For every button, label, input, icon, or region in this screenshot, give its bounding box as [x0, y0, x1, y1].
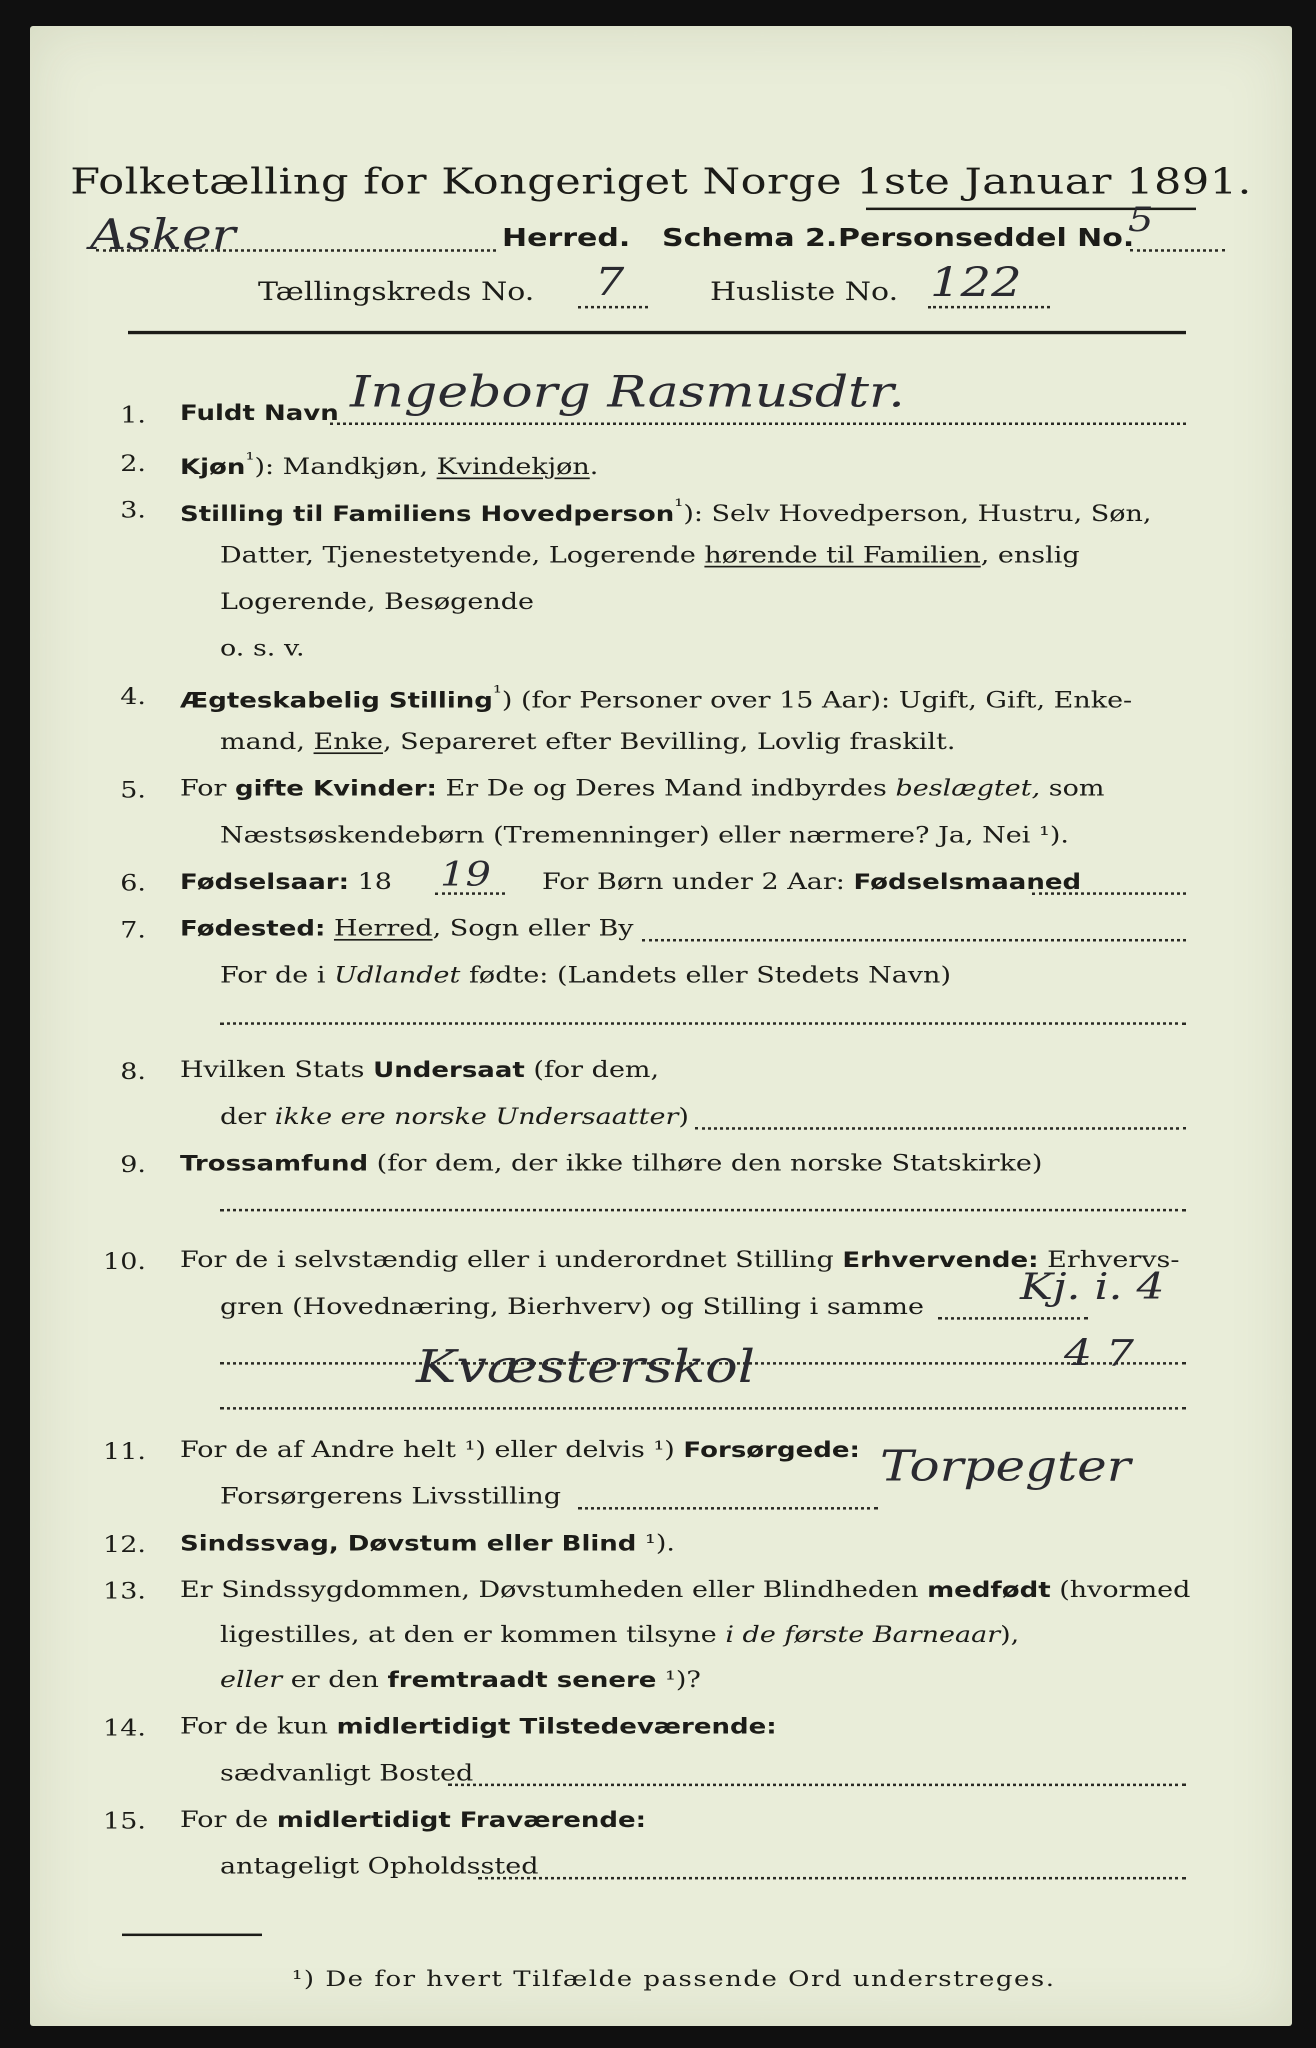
item-3-line-1: [180, 495, 1152, 527]
item-7-line-2: [220, 962, 951, 989]
provider-handwriting: Torpegter: [880, 1442, 1131, 1491]
item-10-b: Erhvervende:: [842, 1248, 1039, 1274]
item-15-number: 15.: [103, 1808, 146, 1835]
item-14-line-2: sædvanligt Bosted: [220, 1760, 474, 1787]
item-8-a: Hvilken Stats: [180, 1057, 374, 1084]
item-12-number: 12.: [103, 1532, 146, 1558]
item-6-line: [180, 868, 392, 895]
item-7-line-1: [180, 915, 634, 942]
herred-handwriting: Asker: [90, 210, 236, 260]
husliste-no: 122: [930, 259, 1022, 306]
item-10-c: Erhvervs-: [1038, 1247, 1180, 1274]
personseddel-dots: [1130, 249, 1225, 251]
item-10-number: 10.: [103, 1248, 146, 1275]
item-7-dots: [642, 939, 1186, 941]
item-13-l3b: fremtraadt senere: [387, 1667, 657, 1693]
footnote: ¹) De for hvert Tilfælde passende Ord understreges.: [292, 1966, 1056, 1992]
item-3-label: Stilling til Familiens Hovedperson: [180, 501, 675, 527]
item-5-line-1: [180, 775, 1105, 802]
item-4-sup: ¹: [492, 682, 502, 705]
item-8-l2it: ikke ere norske Undersaatter: [274, 1103, 679, 1130]
item-6-line-b: [542, 868, 1082, 895]
item-11-number: 11.: [103, 1438, 146, 1465]
item-6-prefix: 18: [349, 868, 392, 895]
item-3-sup: ¹: [674, 495, 684, 518]
item-1-label: Fuldt Navn: [180, 400, 339, 426]
item-4-line-2: [220, 731, 955, 753]
item-11-a: For de af Andre helt ¹) eller delvis ¹): [180, 1437, 684, 1463]
item-6-number: 6.: [120, 870, 146, 897]
item-13-l3c: ¹)?: [656, 1667, 701, 1693]
item-9-dots: [220, 1209, 1186, 1211]
taellingskreds-dots: [578, 306, 648, 308]
item-9-label: Trossamfund: [180, 1151, 369, 1177]
item-2-text: [180, 451, 598, 478]
item-1-dots: [330, 423, 1186, 425]
item-7-l2it: Udlandet: [334, 962, 461, 989]
item-10-line-2: gren (Hovednæring, Bierhverv) og Stilling i samme: [220, 1293, 925, 1320]
item-12-label: Sindssvag, Døvstum eller Blind: [180, 1531, 637, 1557]
item-15-line-1: For de midlertidigt Fraværende:: [180, 1806, 647, 1833]
item-10-dots-3: [220, 1407, 1186, 1409]
item-2-underlined: Kvindekjøn: [436, 454, 590, 480]
item-9-number: 9.: [120, 1152, 146, 1179]
form-title: Folketælling for Kongeriget Norge 1ste Januar 1891.: [70, 160, 1252, 203]
item-8-line-1: [180, 1057, 660, 1084]
item-4-label: Ægteskabelig Stilling: [180, 688, 493, 714]
personseddel-no: 5: [1128, 200, 1154, 240]
item-3-number: 3.: [120, 497, 146, 524]
item-8-b: Undersaat: [373, 1058, 525, 1084]
item-13-c: (hvormed: [1050, 1577, 1191, 1603]
item-5-c: Er De og Deres Mand indbyrdes: [436, 775, 896, 802]
item-13-l3it: eller: [220, 1667, 283, 1693]
item-6-label: Fødselsaar:: [180, 869, 349, 895]
item-7-number: 7.: [120, 917, 146, 944]
occupation-handwriting-3: 4 7: [1064, 1332, 1134, 1375]
item-14-line-1: For de kun midlertidigt Tilstedeværende:: [180, 1713, 777, 1740]
item-11-line-2: Forsørgerens Livsstilling: [220, 1483, 562, 1510]
taellingskreds-no: 7: [595, 259, 625, 305]
item-11-line-1: [180, 1439, 860, 1461]
item-15-line-2: antageligt Opholdssted: [220, 1853, 539, 1880]
item-8-l2a: der: [220, 1103, 275, 1130]
item-12-line: [180, 1530, 675, 1557]
schema-label: Schema 2.: [662, 223, 838, 253]
birth-year-handwriting: 19: [440, 855, 491, 894]
item-6-label2: Fødselsmaaned: [853, 869, 1082, 895]
item-7-rest: , Sogn eller By: [432, 915, 634, 942]
item-13-l2b: ),: [1000, 1622, 1020, 1648]
husliste-dots: [928, 306, 1050, 308]
item-5-b: gifte Kvinder:: [235, 776, 437, 802]
item-3-l1rest: ): Selv Hovedperson, Hustru, Søn,: [683, 500, 1152, 527]
item-13-b: medfødt: [927, 1577, 1051, 1603]
item-3-line-2: [220, 542, 1080, 569]
item-4-l2u: Enke: [313, 729, 383, 755]
item-13-l3a: er den: [282, 1667, 388, 1693]
item-14-number: 14.: [103, 1715, 146, 1742]
item-6-dots-month: [1032, 892, 1186, 894]
item-13-line-3: [220, 1669, 701, 1691]
item-6-mid: For Børn under 2 Aar:: [542, 868, 854, 895]
item-3-line-4: o. s. v.: [220, 635, 305, 662]
item-1-number: 1.: [120, 402, 146, 429]
item-4-number: 4.: [120, 684, 146, 710]
item-7-u: Herred: [333, 915, 433, 942]
item-4-line-1: [180, 682, 1133, 714]
item-13-number: 13.: [103, 1578, 146, 1605]
item-13-l2a: ligestilles, at den er kommen tilsyne: [220, 1622, 726, 1648]
item-10-a: For de i selvstændig eller i underordnet Stilling: [180, 1247, 843, 1274]
sheet-content: [30, 26, 1292, 2025]
item-8-c: (for dem,: [524, 1057, 660, 1084]
item-11-b: Forsørgede:: [683, 1437, 860, 1463]
personseddel-label: Personseddel No.: [838, 223, 1135, 253]
item-5-it: beslægtet,: [895, 775, 1041, 802]
item-5-line-2: Næstsøskendebørn (Tremenninger) eller nærmere? Ja, Nei ¹).: [220, 822, 1069, 849]
item-4-l1rest: ) (for Personer over 15 Aar): Ugift, Gift, Enke-: [501, 687, 1133, 714]
item-2-rest: ): Mandkjøn,: [254, 454, 437, 480]
item-10-dots-1: [938, 1317, 1088, 1319]
item-13-l2it: i de første Barneaar: [725, 1622, 1001, 1648]
item-3-l2u: hørende til Familien: [704, 542, 981, 569]
item-4-l2b: , Separeret efter Bevilling, Lovlig fraskilt.: [383, 729, 956, 755]
item-4-l2a: mand,: [220, 729, 314, 755]
footnote-rule: [122, 1934, 262, 1936]
item-12-end: ¹).: [636, 1530, 675, 1557]
item-11-dots: [578, 1507, 878, 1509]
item-5-number: 5.: [120, 777, 146, 804]
item-5-d: som: [1040, 775, 1105, 802]
item-13-line-1: [180, 1579, 1190, 1601]
item-7-l2b: fødte: (Landets eller Stedets Navn): [460, 962, 951, 989]
item-13-a: Er Sindssygdommen, Døvstumheden eller Blindheden: [180, 1577, 928, 1603]
item-8-l2b: ): [678, 1103, 689, 1130]
header-separator: [128, 331, 1186, 334]
item-8-number: 8.: [120, 1058, 146, 1085]
item-2-sup: ¹: [245, 449, 255, 471]
husliste-label: Husliste No.: [710, 277, 899, 307]
occupation-handwriting-2: Kvæsterskol: [416, 1340, 756, 1393]
item-15-dots: [478, 1877, 1186, 1879]
item-2-label: Kjøn: [180, 454, 246, 480]
census-form: [30, 26, 1292, 2026]
item-9-rest: (for dem, der ikke tilhøre den norske Statskirke): [368, 1150, 1043, 1177]
taellingskreds-label: Tællingskreds No.: [258, 277, 535, 307]
item-3-line-3: Logerende, Besøgende: [220, 589, 534, 615]
item-2-number: 2.: [120, 450, 146, 477]
occupation-handwriting-1: Kj. i. 4: [1020, 1265, 1165, 1308]
herred-label: Herred.: [502, 223, 631, 253]
item-2-end: .: [589, 454, 599, 480]
item-7-label: Fødested:: [180, 916, 326, 942]
item-13-line-2: [220, 1624, 1019, 1646]
herred-dots: [96, 249, 496, 251]
full-name-handwriting: Ingeborg Rasmusdtr.: [350, 367, 905, 418]
item-3-l2b: , enslig: [980, 542, 1080, 569]
item-7-dots-2: [220, 1022, 1186, 1024]
item-3-l2a: Datter, Tjenestetyende, Logerende: [220, 542, 705, 569]
item-6-dots-year: [435, 892, 505, 894]
item-14-dots: [448, 1784, 1186, 1786]
item-9-line: [180, 1150, 1043, 1177]
item-7-l2a: For de i: [220, 962, 335, 989]
item-8-dots: [695, 1127, 1186, 1129]
item-5-a: For: [180, 775, 236, 802]
item-8-line-2: [220, 1103, 689, 1130]
